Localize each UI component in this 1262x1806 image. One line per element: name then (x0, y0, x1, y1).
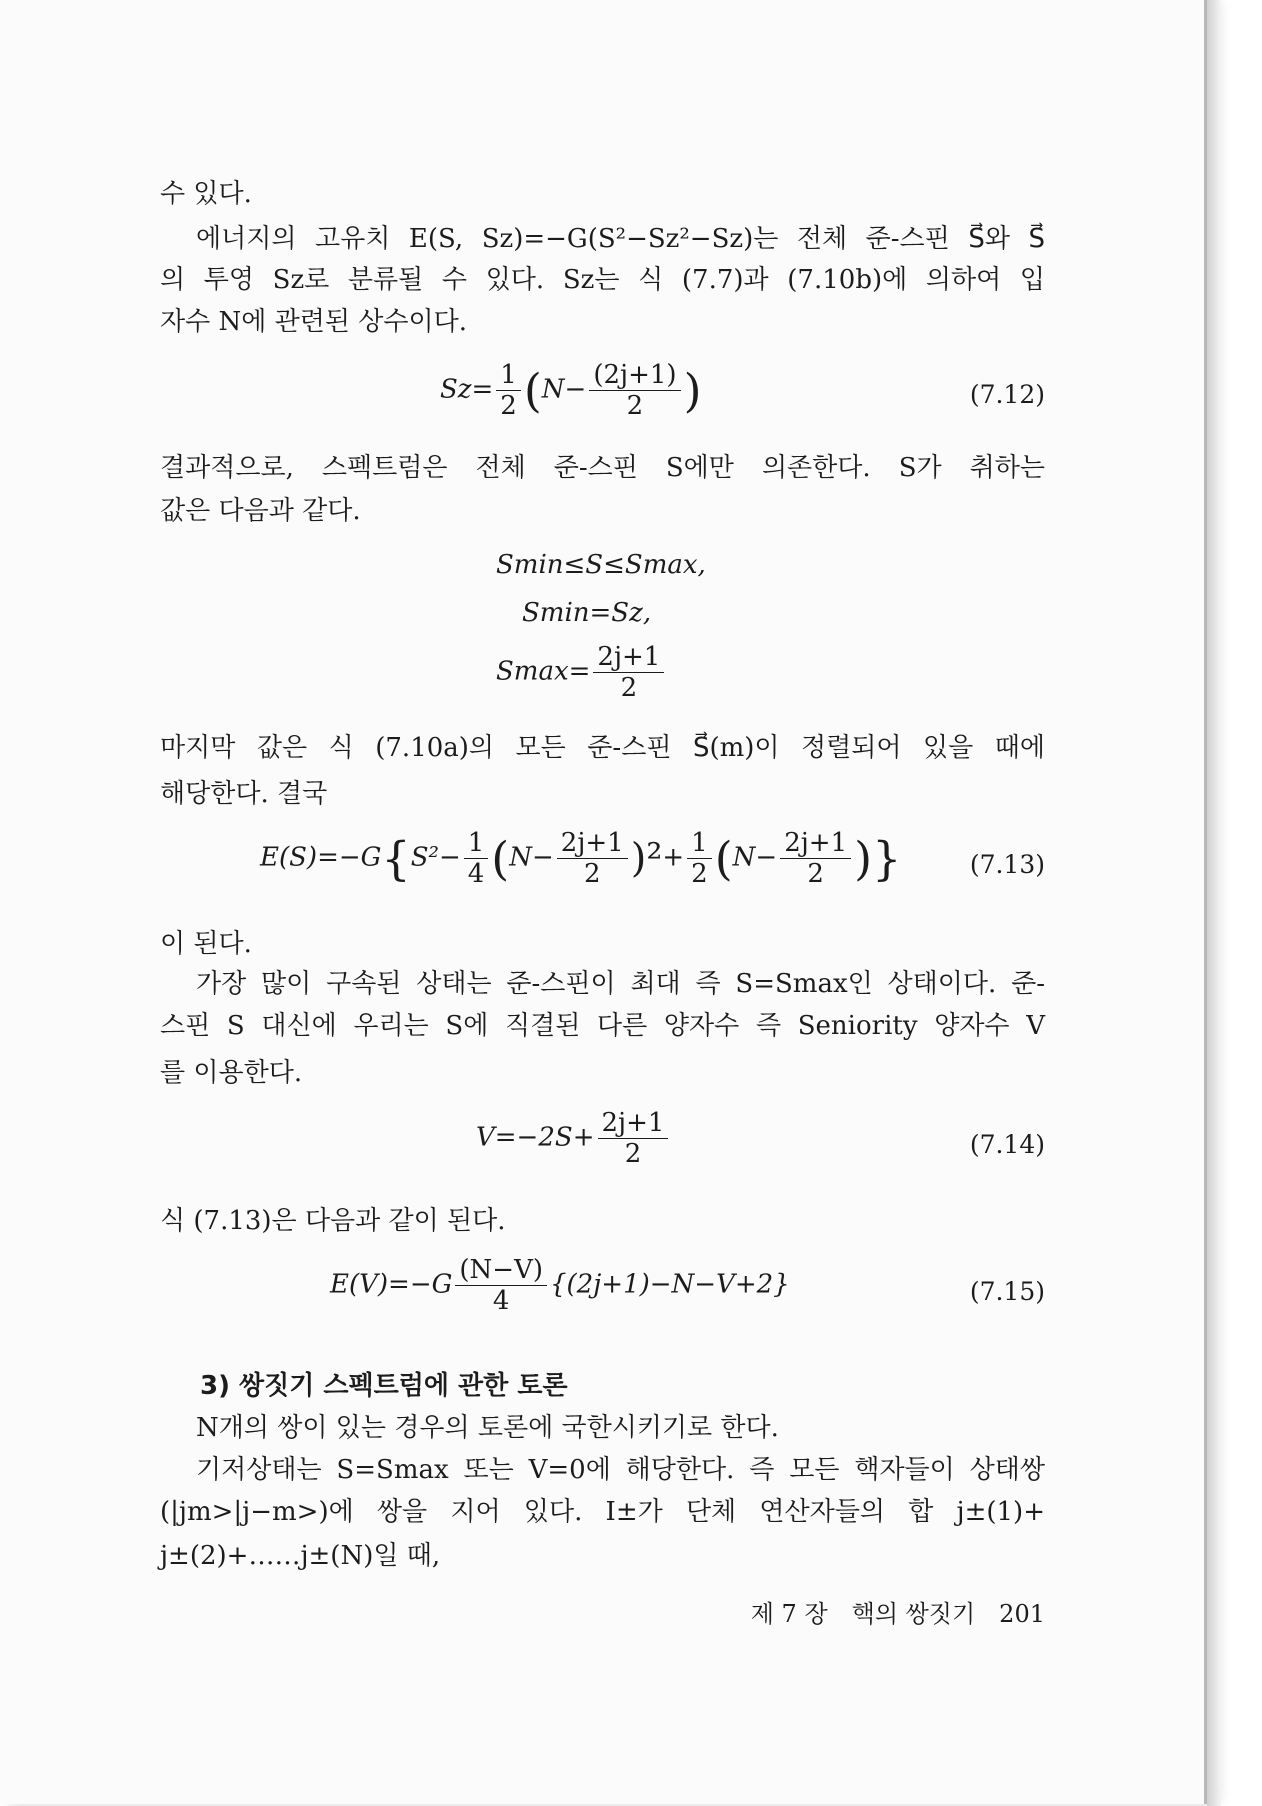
eq712-n: N− (541, 374, 587, 405)
text-line-8: 해당한다. 결국 (160, 779, 328, 809)
eq712-lhs: Sz= (440, 374, 494, 405)
eq713-frac4: $\frac{2j+1}{2}$ (780, 828, 851, 889)
eq712-frac2: $\frac{(2j+1)}{2}$ (589, 360, 680, 421)
eq715-lhs: E(V)=−G (330, 1269, 453, 1300)
equation-number-7-13: (7.13) (969, 850, 1045, 879)
eq713-paren2-open: ( (714, 831, 733, 886)
equation-number-7-12: (7.12) (969, 380, 1045, 409)
equation-number-7-14: (7.14) (969, 1130, 1045, 1159)
eq713-n2: N− (732, 842, 778, 873)
eq712-frac1: $\frac{1}{2}$ (496, 360, 521, 421)
eq713-lhs: E(S)=−G (260, 842, 382, 873)
eq713-left-brace: { (381, 831, 411, 886)
eq713-paren2-close: ) (854, 831, 873, 886)
eq714-frac: $\frac{2j+1}{2}$ (598, 1108, 669, 1169)
page-footer: 제 7 장 핵의 쌍짓기 201 (750, 1600, 1045, 1628)
text-line-2: 에너지의 고유치 E(S, Sz)=−G(S²−Sz²−Sz)는 전체 준-스핀 S⃗와 S⃗ (196, 224, 1045, 254)
eq713-paren1-close: )² (630, 835, 663, 882)
page-edge-shadow (1207, 0, 1221, 1806)
eq713-frac2: $\frac{2j+1}{2}$ (557, 828, 628, 889)
text-line-17: j±(2)+……j±(N)일 때, (160, 1541, 441, 1571)
ineq-line-1: Smin≤S≤Smax, (496, 550, 706, 580)
text-line-6: 값은 다음과 같다. (160, 496, 361, 526)
text-line-13: 식 (7.13)은 다음과 같이 된다. (160, 1206, 506, 1236)
text-line-5: 결과적으로, 스펙트럼은 전체 준-스핀 S에만 의존한다. S가 취하는 (160, 453, 1045, 483)
text-line-11: 스핀 S 대신에 우리는 S에 직결된 다른 양자수 즉 Seniority 양자수 V (160, 1011, 1045, 1041)
equation-7-13 (160, 828, 1045, 908)
text-line-16: (|jm>|j−m>)에 쌍을 지어 있다. I±가 단체 연산자들의 합 j±(1)+ (160, 1497, 1045, 1527)
eq712-open-paren: ( (523, 363, 542, 418)
text-line-3: 의 투영 Sz로 분류될 수 있다. Sz는 식 (7.7)과 (7.10b)에 의하여 입 (160, 265, 1045, 295)
eq713-s2: S²− (410, 842, 461, 873)
text-line-1: 수 있다. (160, 179, 252, 209)
eq713-n1: N− (509, 842, 554, 873)
text-line-10: 가장 많이 구속된 상태는 준-스핀이 최대 즉 S=Smax인 상태이다. 준- (196, 969, 1045, 999)
ineq3-lhs: Smax= (496, 656, 591, 687)
text-line-15: 기저상태는 S=Smax 또는 V=0에 해당한다. 즉 모든 핵자들이 상태쌍 (196, 1455, 1045, 1485)
equation-s-range (160, 550, 1045, 720)
eq713-frac1: $\frac{1}{4}$ (464, 828, 489, 889)
eq713-frac3: $\frac{1}{2}$ (687, 828, 712, 889)
text-line-4: 자수 N에 관련된 상수이다. (160, 307, 467, 337)
equation-7-15 (160, 1255, 1045, 1335)
text-line-9: 이 된다. (160, 929, 252, 959)
eq713-plus: + (662, 842, 685, 873)
equation-7-14 (160, 1108, 1045, 1188)
eq715-rhs: {(2j+1)−N−V+2} (550, 1269, 790, 1300)
section-heading: 3) 쌍짓기 스펙트럼에 관한 토론 (200, 1371, 568, 1401)
eq712-close-paren: ) (683, 363, 702, 418)
text-line-12: 를 이용한다. (160, 1058, 303, 1088)
eq713-paren1-open: ( (491, 831, 510, 886)
equation-number-7-15: (7.15) (969, 1277, 1045, 1306)
text-line-7: 마지막 값은 식 (7.10a)의 모든 준-스핀 S⃗(m)이 정렬되어 있을 때에 (160, 733, 1045, 763)
ineq-line-2: Smin=Sz, (522, 598, 652, 628)
eq713-right-brace: } (872, 831, 902, 886)
eq715-frac: $\frac{(N-V)}{4}$ (455, 1255, 547, 1316)
text-line-14: N개의 쌍이 있는 경우의 토론에 국한시키기로 한다. (196, 1413, 779, 1443)
ineq3-frac: $\frac{2j+1}{2}$ (593, 642, 664, 703)
equation-7-12 (160, 360, 1045, 440)
eq714-lhs: V=−2S+ (476, 1122, 595, 1153)
